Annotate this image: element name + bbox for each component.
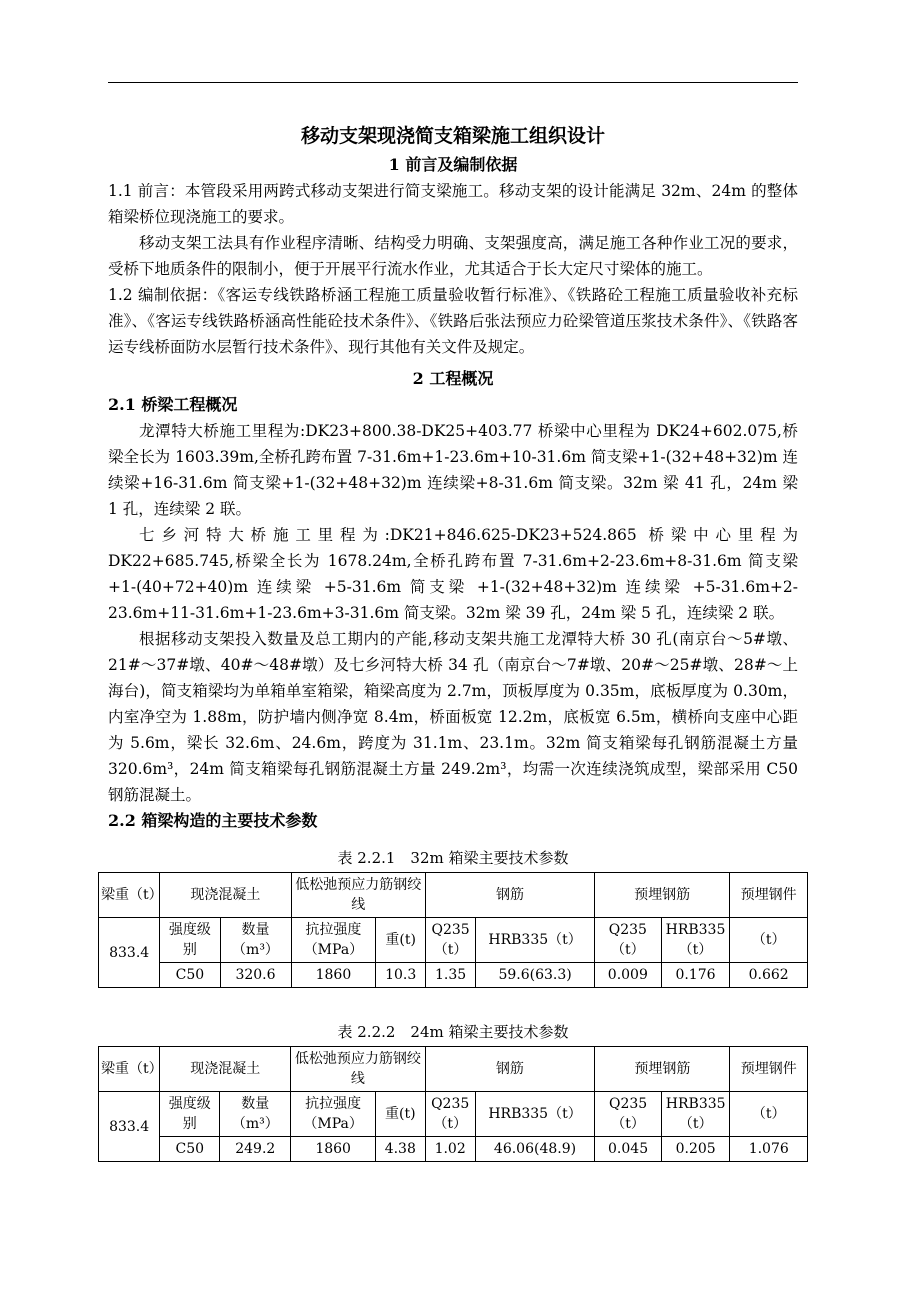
- paragraph-1-1: 1.1 前言：本管段采用两跨式移动支架进行简支梁施工。移动支架的设计能满足 32m、24m 的整体箱梁桥位现浇施工的要求。: [108, 182, 798, 226]
- table-subheader: （t）: [730, 1092, 808, 1137]
- table-subheader: Q235（t）: [425, 1092, 475, 1137]
- header-rule: [108, 82, 798, 83]
- section-2-2-heading: 2.2 箱梁构造的主要技术参数: [108, 811, 318, 830]
- table-header: 现浇混凝土: [160, 873, 291, 918]
- table-cell: 0.045: [595, 1137, 662, 1162]
- table-header: 钢筋: [425, 873, 594, 918]
- table-header: 现浇混凝土: [160, 1047, 291, 1092]
- paragraph-1-1b: 移动支架工法具有作业程序清晰、结构受力明确、支架强度高，满足施工各种作业工况的要求，受桥下地质条件的限制小，便于开展平行流水作业，尤其适合于长大定尺寸梁体的施工。: [108, 234, 798, 278]
- table-subheader: 重(t): [376, 1092, 426, 1137]
- table-cell: 1860: [291, 963, 376, 988]
- table-cell: C50: [160, 1137, 220, 1162]
- table-subheader: 数量（m³）: [220, 1092, 291, 1137]
- table-subheader: 重(t): [376, 918, 426, 963]
- table-subheader: Q235（t）: [594, 918, 661, 963]
- table-subheader: 强度级别: [160, 918, 220, 963]
- paragraph-qixiang: 七乡河特大桥施工里程为:DK21+846.625-DK23+524.865 桥梁中心里程为 DK22+685.745,桥梁全长为 1678.24m,全桥孔跨布置 7-31.6m+2-23.6m+8-31.6m 简支梁 +1-(40+72+40)m 连续梁 +5-31.6m 简支梁 +1-(32+48+32)m 连续梁 +5-31.6m+2-23.6m+11-31.6m+1-23.6m+3-31.6m 简支梁。32m 梁 39 孔，24m 梁 5 孔，连续梁 2 联。: [108, 526, 798, 622]
- table-header: 预埋钢件: [730, 873, 808, 918]
- table-subheader: 抗拉强度（MPa）: [291, 918, 376, 963]
- table-subheader: HRB335（t）: [661, 1092, 730, 1137]
- table-cell: 833.4: [99, 918, 160, 988]
- table-cell: C50: [160, 963, 220, 988]
- table-header: 预埋钢筋: [595, 1047, 730, 1092]
- paragraph-longtan: 龙潭特大桥施工里程为:DK23+800.38-DK25+403.77 桥梁中心里程为 DK24+602.075,桥梁全长为 1603.39m,全桥孔跨布置 7-31.6m+1-23.6m+10-31.6m 简支梁+1-(32+48+32)m 连续梁+16-31.6m 简支梁+1-(32+48+32)m 连续梁+8-31.6m 简支梁。32m 梁 41 孔，24m 梁 1 孔，连续梁 2 联。: [108, 422, 798, 518]
- table-header: 低松弛预应力筋钢绞线: [291, 873, 425, 918]
- table-cell: 1.02: [425, 1137, 475, 1162]
- table-cell: 1.35: [425, 963, 475, 988]
- table-header: 预埋钢筋: [594, 873, 729, 918]
- document-body: [101, 118, 798, 1162]
- table-cell: 249.2: [220, 1137, 291, 1162]
- table-header: 梁重（t）: [99, 1047, 160, 1092]
- table-cell: 59.6(63.3): [476, 963, 595, 988]
- table-1-caption: 表 2.2.1 32m 箱梁主要技术参数: [337, 849, 569, 867]
- document-title: 移动支架现浇简支箱梁施工组织设计: [300, 125, 605, 147]
- table-subheader: HRB335（t）: [475, 1092, 594, 1137]
- table-subheader: （t）: [730, 918, 808, 963]
- table-cell: 0.662: [730, 963, 808, 988]
- table-cell: 320.6: [220, 963, 291, 988]
- paragraph-1-2: 1.2 编制依据：《客运专线铁路桥涵工程施工质量验收暂行标准》、《铁路砼工程施工质量验收补充标准》、《客运专线铁路桥涵高性能砼技术条件》、《铁路后张法预应力砼梁管道压浆技术条件》、《铁路客运专线桥面防水层暂行技术条件》、现行其他有关文件及规定。: [108, 286, 798, 356]
- table-cell: 46.06(48.9): [475, 1137, 594, 1162]
- table-cell: 0.176: [661, 963, 730, 988]
- table-cell: 1860: [291, 1137, 376, 1162]
- table-cell: 4.38: [376, 1137, 426, 1162]
- table-subheader: Q235（t）: [425, 918, 475, 963]
- table-cell: 0.009: [594, 963, 661, 988]
- table-cell: 1.076: [730, 1137, 808, 1162]
- table-24m-params: [98, 1046, 808, 1162]
- table-cell: 833.4: [99, 1092, 160, 1162]
- table-cell: 0.205: [661, 1137, 730, 1162]
- table-header: 预埋钢件: [730, 1047, 808, 1092]
- section-2-1-heading: 2.1 桥梁工程概况: [108, 395, 238, 414]
- table-subheader: HRB335（t）: [661, 918, 730, 963]
- table-subheader: 强度级别: [160, 1092, 220, 1137]
- table-header: 低松弛预应力筋钢绞线: [291, 1047, 425, 1092]
- table-subheader: Q235（t）: [595, 1092, 662, 1137]
- table-header: 梁重（t）: [99, 873, 160, 918]
- table-2-caption: 表 2.2.2 24m 箱梁主要技术参数: [337, 1023, 569, 1041]
- table-subheader: 抗拉强度（MPa）: [291, 1092, 376, 1137]
- table-32m-params: [98, 872, 808, 988]
- section-2-heading: 2 工程概况: [412, 369, 494, 388]
- section-1-heading: 1 前言及编制依据: [388, 155, 518, 174]
- table-subheader: HRB335（t）: [476, 918, 595, 963]
- table-header: 钢筋: [425, 1047, 595, 1092]
- table-subheader: 数量（m³）: [220, 918, 291, 963]
- paragraph-support: 根据移动支架投入数量及总工期内的产能,移动支架共施工龙潭特大桥 30 孔(南京台～5#墩、21#～37#墩、40#～48#墩）及七乡河特大桥 34 孔（南京台～7#墩、20#～25#墩、28#～上海台)，简支箱梁均为单箱单室箱梁，箱梁高度为 2.7m，顶板厚度为 0.35m，底板厚度为 0.30m，内室净空为 1.88m，防护墙内侧净宽 8.4m，桥面板宽 12.2m，底板宽 6.5m，横桥向支座中心距为 5.6m，梁长 32.6m、24.6m，跨度为 31.1m、23.1m。32m 简支箱梁每孔钢筋混凝土方量 320.6m³，24m 简支箱梁每孔钢筋混凝土方量 249.2m³，均需一次连续浇筑成型，梁部采用 C50 钢筋混凝土。: [108, 630, 798, 804]
- table-cell: 10.3: [376, 963, 426, 988]
